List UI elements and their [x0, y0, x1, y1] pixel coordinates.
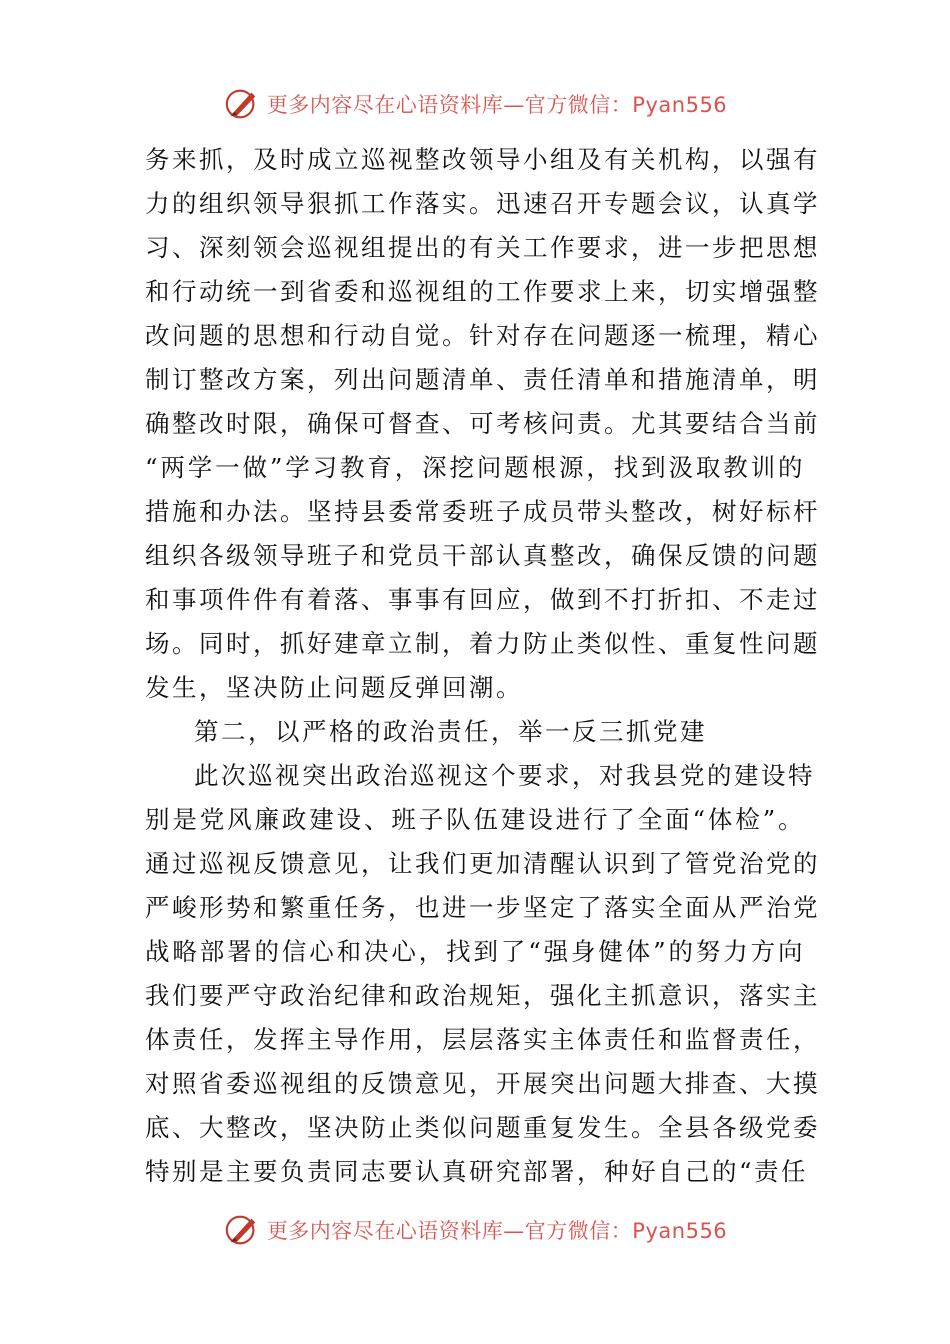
text-line: 和事项件件有着落、事事有回应，做到不打折扣、不走过: [145, 585, 820, 614]
paragraph-1: [145, 138, 820, 710]
text-line: 场。同时，抓好建章立制，着力防止类似性、重复性问题: [145, 629, 820, 658]
text-line: 战略部署的信心和决心，找到了“强身健体”的努力方向: [145, 937, 805, 966]
document-body: [145, 138, 820, 1194]
text-line: 通过巡视反馈意见，让我们更加清醒认识到了管党治党的: [145, 849, 820, 878]
text-line: 措施和办法。坚持县委常委班子成员带头整改，树好标杆: [145, 497, 820, 526]
header-banner-text: 更多内容尽在心语资料库—官方微信：Pyan556: [266, 93, 728, 117]
text-line: 特别是主要负责同志要认真研究部署，种好自己的“责任: [145, 1157, 809, 1186]
text-line: 我们要严守政治纪律和政治规矩，强化主抓意识，落实主: [145, 981, 820, 1010]
text-line: “两学一做”学习教育，深挖问题根源，找到汲取教训的: [145, 453, 805, 482]
text-line: 严峻形势和繁重任务，也进一步坚定了落实全面从严治党: [145, 893, 820, 922]
section-heading: [145, 710, 805, 754]
text-line: 别是党风廉政建设、班子队伍建设进行了全面“体检”。: [145, 805, 805, 834]
footer-banner: [0, 1208, 950, 1252]
pen-circle-icon: [223, 85, 261, 123]
text-line: 习、深刻领会巡视组提出的有关工作要求，进一步把思想: [145, 233, 820, 262]
paragraph-3: [145, 754, 820, 1194]
text-line: 务来抓，及时成立巡视整改领导小组及有关机构，以强有: [145, 145, 820, 174]
heading-text: 第二，以严格的政治责任，举一反三抓党建: [194, 717, 707, 746]
text-line: 对照省委巡视组的反馈意见，开展突出问题大排查、大摸: [145, 1069, 820, 1098]
header-banner: [0, 82, 950, 126]
text-line: 发生，坚决防止问题反弹回潮。: [145, 673, 523, 702]
text-line: 和行动统一到省委和巡视组的工作要求上来，切实增强整: [145, 277, 820, 306]
text-line: 此次巡视突出政治巡视这个要求，对我县党的建设特: [194, 761, 815, 790]
text-line: 确整改时限，确保可督查、可考核问责。尤其要结合当前: [145, 409, 820, 438]
text-line: 力的组织领导狠抓工作落实。迅速召开专题会议，认真学: [145, 189, 820, 218]
text-line: 底、大整改，坚决防止类似问题重复发生。全县各级党委: [145, 1113, 820, 1142]
footer-banner-text: 更多内容尽在心语资料库—官方微信：Pyan556: [266, 1219, 728, 1243]
text-line: 制订整改方案，列出问题清单、责任清单和措施清单，明: [145, 365, 820, 394]
text-line: 组织各级领导班子和党员干部认真整改，确保反馈的问题: [145, 541, 820, 570]
text-line: 改问题的思想和行动自觉。针对存在问题逐一梳理，精心: [145, 321, 820, 350]
pen-circle-icon: [223, 1211, 261, 1249]
text-line: 体责任，发挥主导作用，层层落实主体责任和监督责任，: [145, 1025, 820, 1054]
